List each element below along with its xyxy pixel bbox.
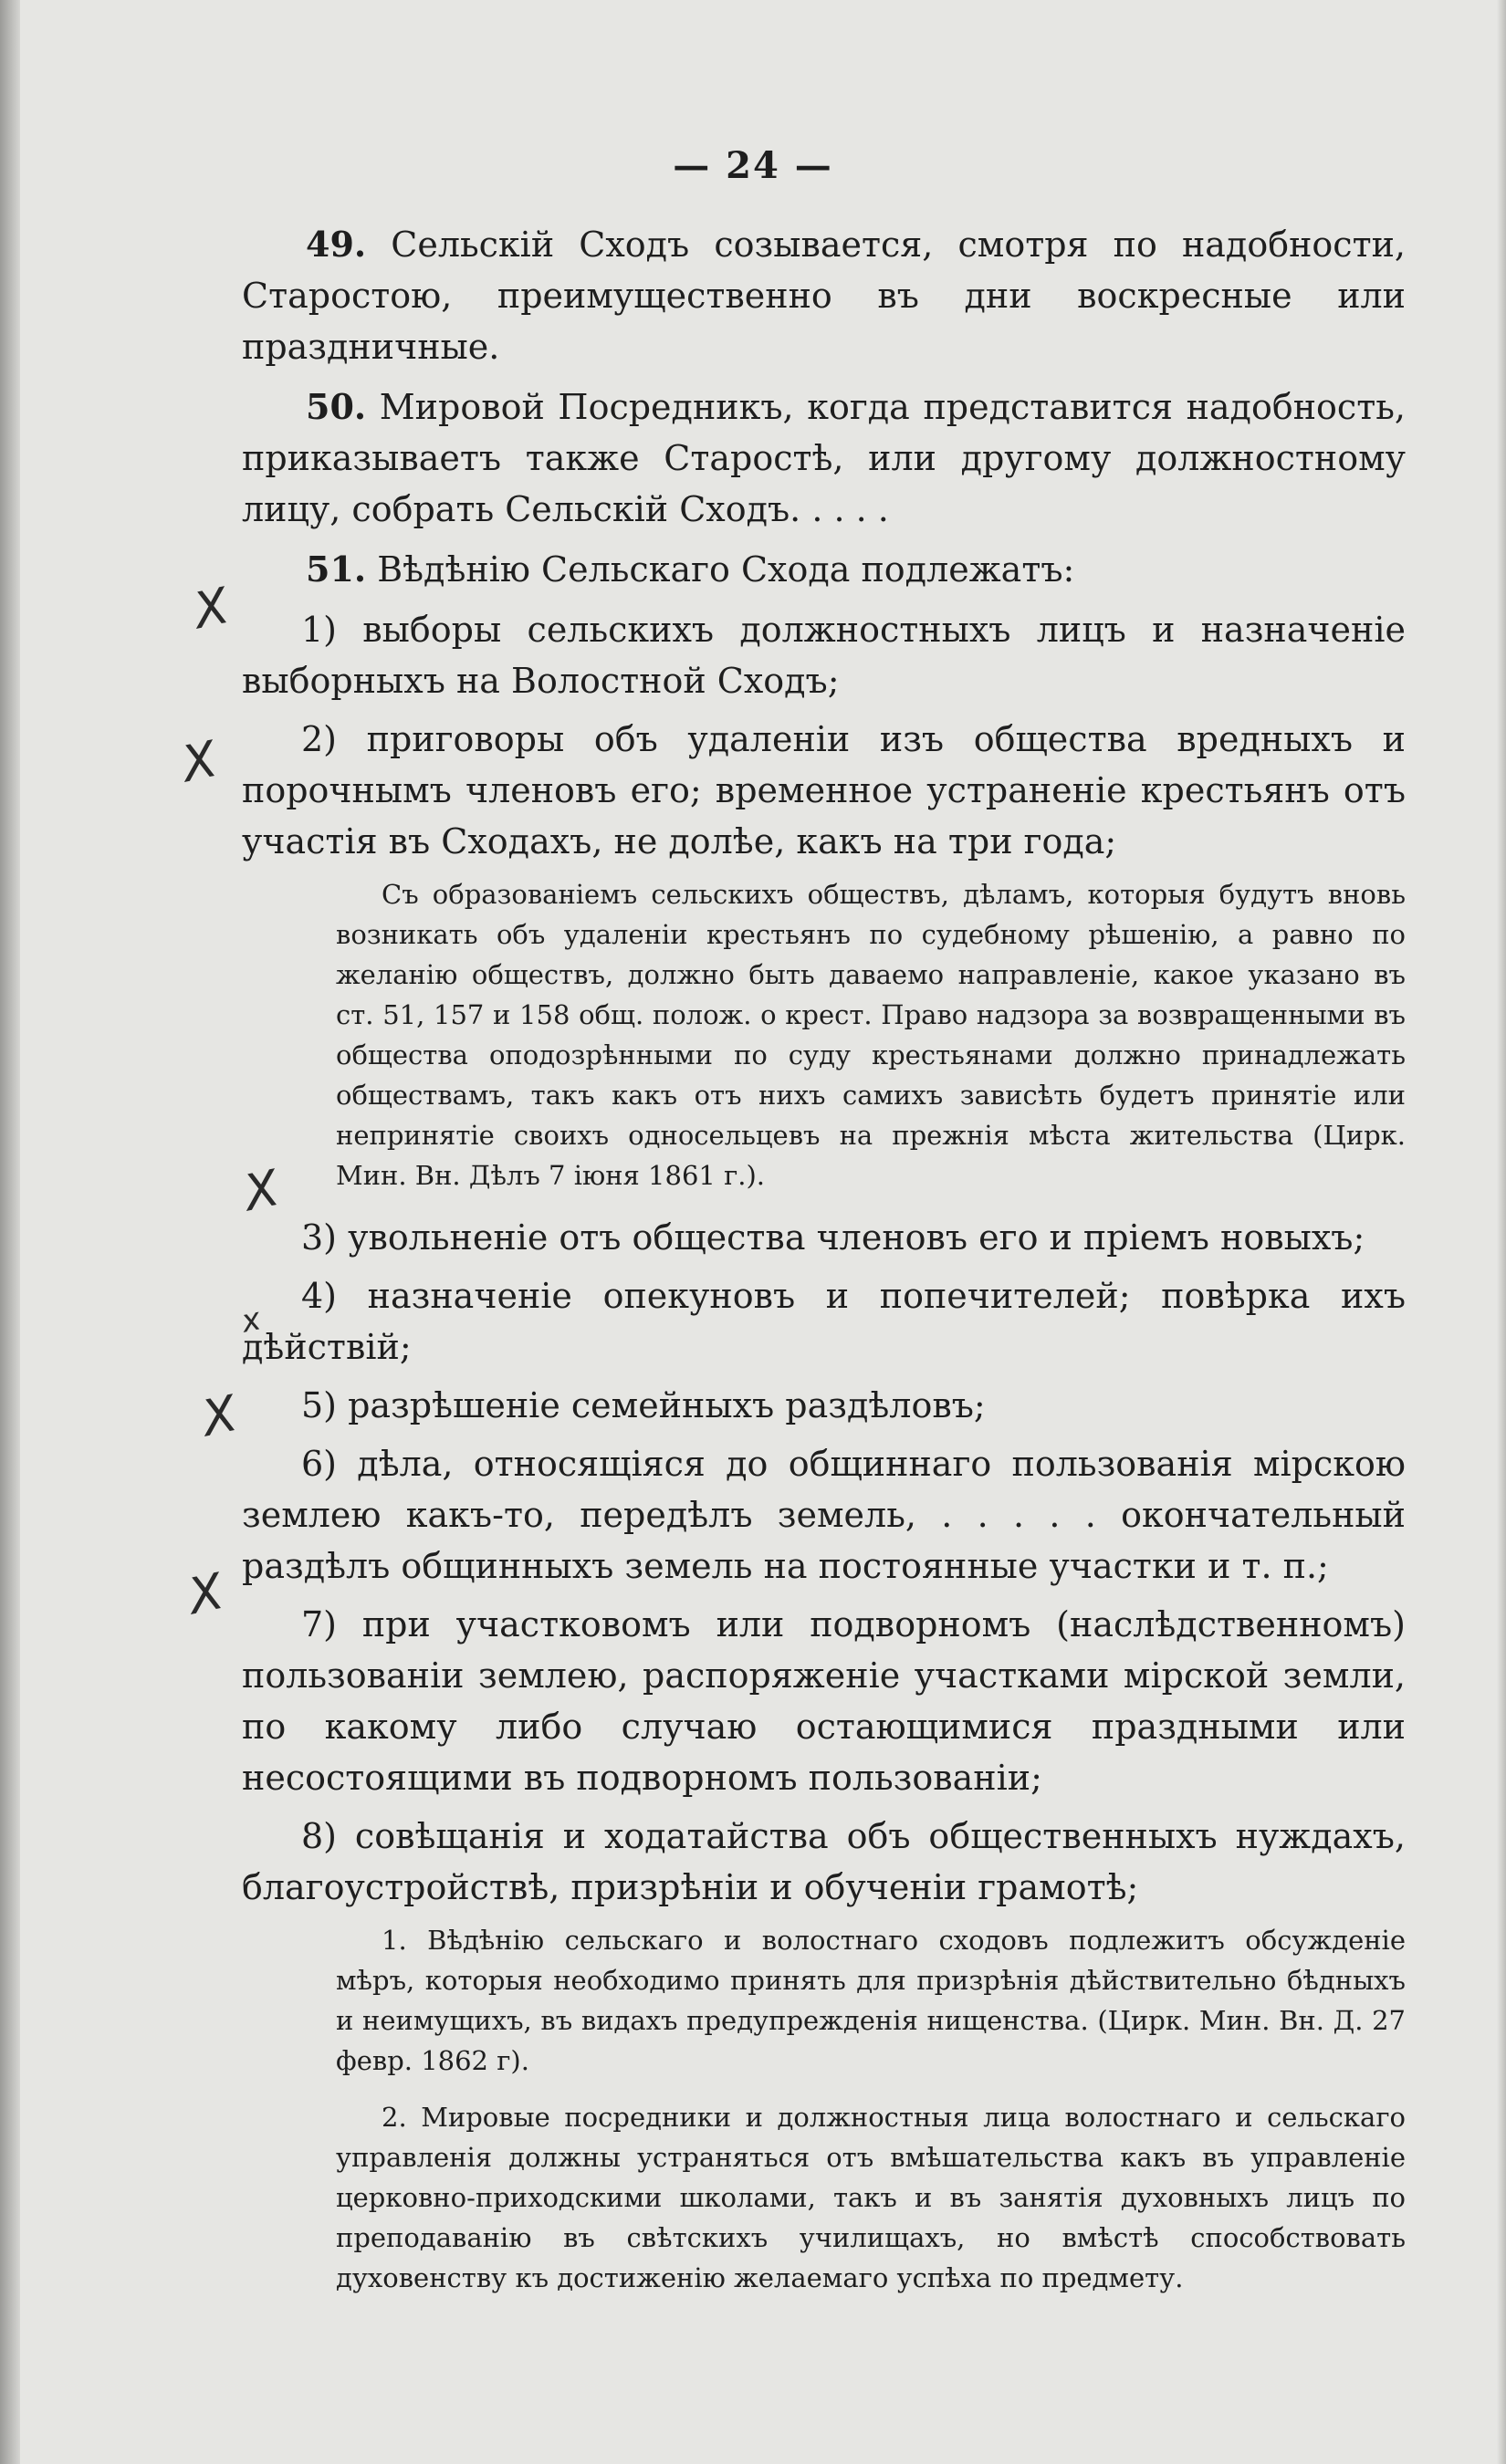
list-item: 7) при участковомъ или подворномъ (наслѣдственномъ) пользованіи землею, распоряженіе участками мірской земли, по какому либо случаю остающимися праздными или несостоящими въ подворномъ пользованіи; (242, 1604, 1406, 1798)
list-item: 6) дѣла, относящіяся до общиннаго пользованія мірскою землею какъ-то, передѣлъ земель, . . . . . окончательный раздѣлъ общинныхъ земель на постоянные участки и т. п.; (242, 1444, 1406, 1586)
margin-mark-x: X (176, 729, 223, 794)
footnote-1: 1. Вѣдѣнію сельскаго и волостнаго сходовъ подлежитъ обсужденіе мѣръ, которыя необходимо принять для призрѣнія дѣйствительно бѣдныхъ и неимущихъ, въ видахъ предупрежденія нищенства. (Цирк. Мин. Вн. Д. 27 февр. 1862 г). (336, 1925, 1406, 2076)
margin-mark-x: x (238, 1300, 265, 1341)
article-51 (242, 544, 1406, 595)
article-number: 51. (306, 548, 367, 590)
article-text: Сельскій Сходъ созывается, смотря по надобности, Старостою, преимущественно въ дни воскресные или праздничные. (242, 224, 1406, 367)
page-number: — 24 — (673, 144, 833, 187)
list-item: 2) приговоры объ удаленіи изъ общества вредныхъ и порочнымъ членовъ его; временное устраненіе крестьянъ отъ участія въ Сходахъ, не долѣе, какъ на три года; (242, 719, 1406, 861)
article-number: 50. (306, 386, 367, 427)
article-49 (242, 219, 1406, 372)
list-item: 1) выборы сельскихъ должностныхъ лицъ и назначеніе выборныхъ на Волостной Сходъ; (242, 610, 1406, 701)
footnote: Съ образованіемъ сельскихъ обществъ, дѣламъ, которыя будутъ вновь возникать объ удаленіи крестьянъ по судебному рѣшенію, а равно по желанію обществъ, должно быть даваемо направленіе, какое указано въ ст. 51, 157 и 158 общ. полож. о крест. Право надзора за возвращенными въ общества оподозрѣнными по суду крестьянами должно принадлежать обществамъ, такъ какъ отъ нихъ самихъ зависѣть будетъ принятіе или непринятіе своихъ односельцевъ на прежнія мѣста жительства (Цирк. Мин. Вн. Дѣлъ 7 іюня 1861 г.). (336, 879, 1406, 1191)
footnote-2: 2. Мировые посредники и должностныя лица волостнаго и сельскаго управленія должны устраняться отъ вмѣшательства какъ въ управленіе церковно-приходскими школами, такъ и въ занятія духовныхъ лицъ по преподаванію въ свѣтскихъ училищахъ, но вмѣстѣ способствовать духовенству къ достиженію желаемаго успѣха по предмету. (336, 2102, 1406, 2293)
article-text: Мировой Посредникъ, когда представится надобность, приказываетъ также Старостѣ, или другому должностному лицу, собрать Сельскій Сходъ. . . . . (242, 387, 1406, 529)
list-item: 3) увольненіе отъ общества членовъ его и пріемъ новыхъ; (301, 1217, 1365, 1258)
article-50 (242, 381, 1406, 535)
margin-mark-x: X (196, 1383, 243, 1448)
margin-mark-x: X (183, 1561, 229, 1626)
list-item: 4) назначеніе опекуновъ и попечителей; повѣрка ихъ дѣйствій; (242, 1276, 1406, 1367)
margin-mark-x: X (188, 576, 235, 641)
article-number: 49. (306, 224, 367, 265)
article-text: Вѣдѣнію Сельскаго Схода подлежатъ: (377, 549, 1075, 590)
list-item: 8) совѣщанія и ходатайства объ общественныхъ нуждахъ, благоустройствѣ, призрѣніи и обученіи грамотѣ; (242, 1816, 1406, 1907)
margin-mark-x: X (238, 1158, 285, 1223)
page-body (238, 219, 1406, 2314)
page-edge-left (0, 0, 20, 2464)
list-item: 5) разрѣшеніе семейныхъ раздѣловъ; (301, 1385, 986, 1425)
page-edge-right (1497, 0, 1506, 2464)
